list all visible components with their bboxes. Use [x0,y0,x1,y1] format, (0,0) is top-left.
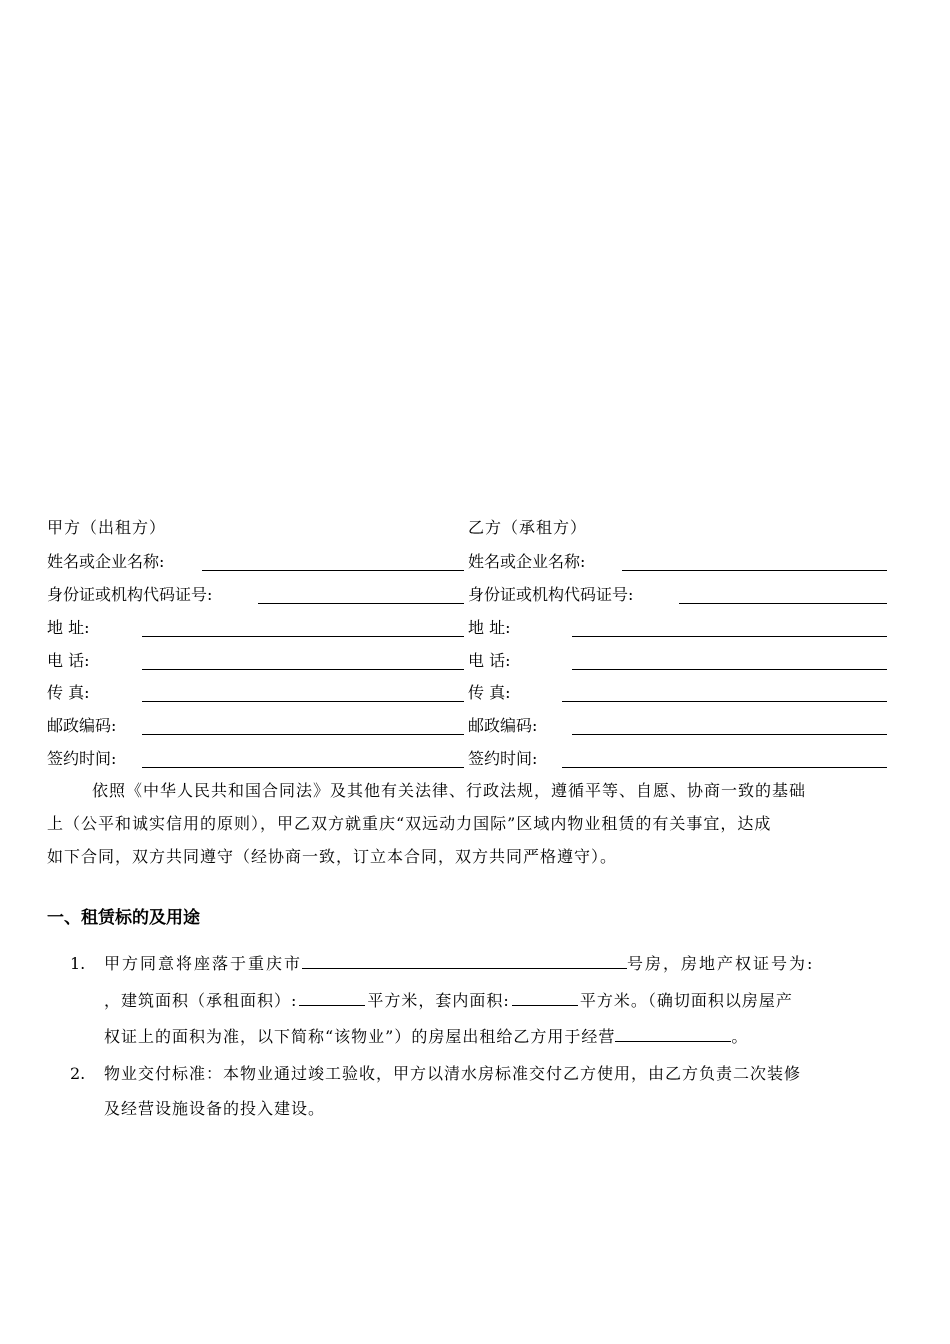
preamble-line-3: 如下合同，双方共同遵守（经协商一致，订立本合同，双方共同严格遵守）。 [47,847,618,866]
party-a-id-field[interactable] [258,603,464,604]
party-a-address-label: 地 址: [47,618,90,637]
section-1-heading: 一、租赁标的及用途 [47,908,200,928]
item-2-line-2: 及经营设施设备的投入建设。 [104,1099,326,1118]
item-2-number: 2. [70,1064,86,1083]
party-a-fax-label: 传 真: [47,683,90,702]
preamble-line-2: 上（公平和诚实信用的原则），甲乙双方就重庆“双远动力国际”区域内物业租赁的有关事宜，达成 [47,814,772,833]
item-1-purpose-field[interactable] [615,1027,731,1042]
party-a-fax-field[interactable] [142,701,464,702]
item-1-text-d: 平方米，套内面积: [367,991,510,1010]
party-a-zip-field[interactable] [142,734,464,735]
item-1-line-3 [104,1027,748,1047]
party-a-date-label: 签约时间: [47,749,117,768]
party-b-name-label: 姓名或企业名称: [468,552,586,571]
party-b-title: 乙方（承租方） [468,518,588,537]
party-a-id-label: 身份证或机构代码证号: [47,585,213,604]
party-a-name-label: 姓名或企业名称: [47,552,165,571]
item-1-line-1 [104,954,814,974]
party-a-phone-field[interactable] [142,669,464,670]
item-1-text-c: ，建筑面积（承租面积）: [104,991,298,1010]
party-b-fax-field[interactable] [562,701,887,702]
item-1-build-area-field[interactable] [299,991,365,1006]
item-2-line-1: 物业交付标准：本物业通过竣工验收，甲方以清水房标准交付乙方使用，由乙方负责二次装修 [104,1064,802,1083]
item-1-location-field[interactable] [302,954,627,969]
preamble-line-1: 依照《中华人民共和国合同法》及其他有关法律、行政法规，遵循平等、自愿、协商一致的基础 [92,781,807,800]
party-a-name-field[interactable] [202,570,464,571]
party-a-date-field[interactable] [142,767,464,768]
item-1-inner-area-field[interactable] [512,991,578,1006]
item-1-text-b: 号房，房地产权证号为: [627,954,815,973]
party-a-phone-label: 电 话: [47,651,90,670]
party-a-title: 甲方（出租方） [47,518,167,537]
party-b-address-field[interactable] [572,636,887,637]
party-b-zip-label: 邮政编码: [468,716,538,735]
preamble-paragraph [47,774,905,873]
item-1-line-2 [104,991,793,1011]
party-b-name-field[interactable] [622,570,887,571]
item-1-text-a: 甲方同意将座落于重庆市 [104,954,303,973]
party-b-date-label: 签约时间: [468,749,538,768]
party-a-zip-label: 邮政编码: [47,716,117,735]
party-a-address-field[interactable] [142,636,464,637]
party-b-fax-label: 传 真: [468,683,511,702]
item-1-text-e: 平方米。（确切面积以房屋产 [579,991,793,1010]
party-b-date-field[interactable] [562,767,887,768]
party-b-address-label: 地 址: [468,618,511,637]
party-b-id-label: 身份证或机构代码证号: [468,585,634,604]
item-1-number: 1. [70,954,86,973]
item-1-text-g: 。 [731,1027,749,1046]
party-b-phone-label: 电 话: [468,651,511,670]
item-1-text-f: 权证上的面积为准，以下简称“该物业”）的房屋出租给乙方用于经营 [104,1027,616,1046]
party-b-zip-field[interactable] [572,734,887,735]
party-b-id-field[interactable] [679,603,887,604]
party-b-phone-field[interactable] [572,669,887,670]
